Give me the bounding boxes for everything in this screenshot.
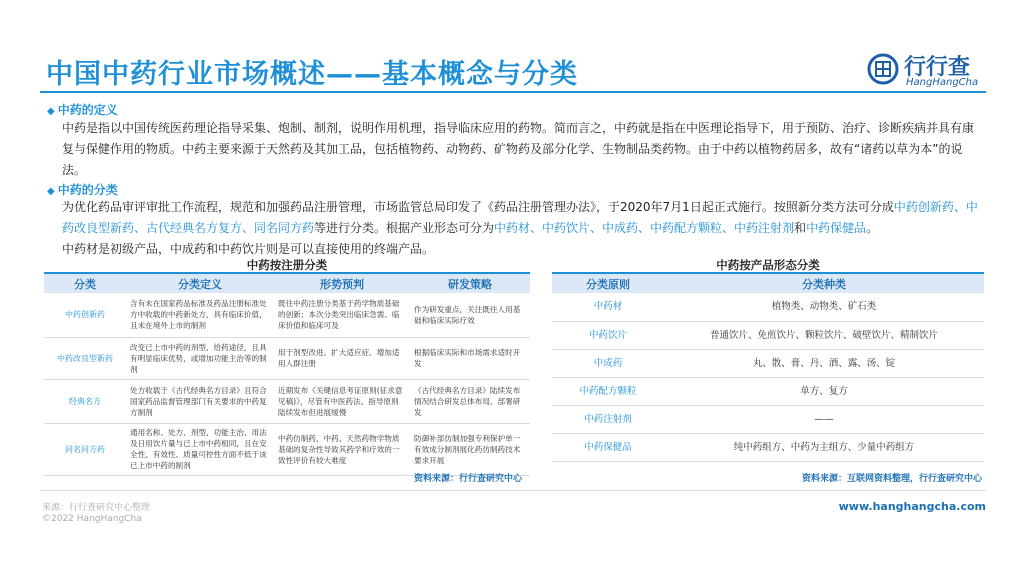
table-cell-category: 中药配方颗粒 (552, 377, 664, 405)
table1-source: 资料来源：行行查研究中心 (413, 474, 522, 484)
table-cell: 近期发布《关键信息考证原则(征求意见稿)》，尽管有中医药法、指导原则陆续发布但进展缓慢 (274, 379, 410, 423)
footer-source-note: 来源：行行查研究中心整理 (42, 503, 151, 513)
hanghangcha-logo-icon (866, 52, 900, 86)
classification-heading: ◆ 中药的分类 (47, 183, 118, 197)
table-cell: 既往中药注册分类基于药学物质基础的创新；本次分类突出临床急需、临床价值和临床可及 (274, 293, 410, 337)
registration-table (44, 272, 530, 476)
table2-source: 资料来源：互联网资料整理，行行查研究中心 (801, 474, 982, 484)
table-cell: 丸、散、膏、丹、酒、露、汤、锭 (664, 349, 984, 377)
diamond-bullet-icon: ◆ (47, 106, 55, 117)
table-cell: 单方、复方 (664, 377, 984, 405)
product-forms-highlight: 中药材、中药饮片、中成药、中药配方颗粒、中药注射剂 (494, 221, 795, 235)
table-cell-category: 中药饮片 (552, 321, 664, 349)
table-cell-category: 中药材 (552, 293, 664, 321)
table-cell-category: 中药保健品 (552, 433, 664, 461)
title-divider (40, 91, 986, 93)
table-header-row (44, 273, 530, 293)
table1-title: 中药按注册分类 (246, 258, 328, 272)
product-form-table (552, 272, 984, 462)
table-cell: 《古代经典名方目录》陆续发布情况结合研发总体布局，部署研发 (410, 379, 530, 423)
definition-text: 中药是指以中国传统医药理论指导采集、炮制、制剂，说明作用机理，指导临床应用的药物。简而言之，中药就是指在中医理论指导下，用于预防、治疗、诊断疾病并具有康复与保健作用的物质。中药主要来源于天然药及其加工品，包括植物药、动物药、矿物药及部分化学、生物制品类药物。由于中药以植物药居多，故有“诸药以草为本”的说法。 (62, 121, 975, 177)
table-cell: 用于剂型改进、扩大适应症、增加适用人群注册 (274, 337, 410, 379)
table-cell: 防御补部仿制加强专利保护单一有效成分制剂展化药仿制药技术要求开展 (410, 423, 530, 475)
definition-heading: ◆ 中药的定义 (47, 103, 118, 117)
table-header-cell: 分类原则 (552, 273, 664, 293)
table-row (44, 423, 530, 475)
table-cell-category: 同名同方药 (44, 423, 126, 475)
table-cell: 中药仿制药，中药、天然药物学物质基础的复杂性导致其药学和疗效的一致性评价有较大难度 (274, 423, 410, 475)
table-cell: 作为研发重点，关注既往人用基础和临床实际疗效 (410, 293, 530, 337)
logo-text-en: HangHangCha (906, 77, 979, 88)
table-row (44, 379, 530, 423)
footer-copyright: ©2022 HangHangCha (42, 514, 142, 524)
table-header-cell: 分类种类 (664, 273, 984, 293)
table-row (552, 405, 984, 433)
table-cell: 含有未在国家药品标准及药品注册标准处方中收载的中药新处方，具有临床价值，且未在境外上市的制剂 (126, 293, 274, 337)
health-product-highlight: 中药保健品 (806, 221, 867, 235)
table-row (552, 293, 984, 321)
table-cell-category: 中药注射剂 (552, 405, 664, 433)
table-cell: —— (664, 405, 984, 433)
table-header-row (552, 273, 984, 293)
table-row (44, 337, 530, 379)
table2-title: 中药按产品形态分类 (716, 258, 820, 272)
table-cell-category: 中药改良型新药 (44, 337, 126, 379)
table-cell: 纯中药组方、中药为主组方、少量中药组方 (664, 433, 984, 461)
table-cell: 通用名称、处方、剂型、功能主治、用法及日用饮片量与已上市中药相同，且在安全性、有效性、质量可控性方面不低于该已上市中药的制剂 (126, 423, 274, 475)
table-row (552, 349, 984, 377)
table-header-cell: 分类 (44, 273, 126, 293)
table-header-cell: 形势预判 (274, 273, 410, 293)
registration-categories-highlight: 中药创新药、中药改良型新药、古代经典名方复方、同名同方药 (62, 200, 978, 235)
table-cell: 植物类、动物类、矿石类 (664, 293, 984, 321)
table-cell: 改变已上市中药的剂型、给药途径，且具有明显临床优势，或增加功能主治等的制剂 (126, 337, 274, 379)
table-cell-category: 经典名方 (44, 379, 126, 423)
table-row (552, 433, 984, 461)
table-cell: 普通饮片、免煎饮片、颗粒饮片、破壁饮片、精制饮片 (664, 321, 984, 349)
table-cell-category: 中成药 (552, 349, 664, 377)
diamond-bullet-icon: ◆ (47, 186, 55, 197)
page-title: 中国中药行业市场概述——基本概念与分类 (46, 59, 578, 90)
footer-website-link[interactable]: www.hanghangcha.com (838, 500, 986, 513)
footer-divider (40, 490, 986, 491)
logo-text-cn: 行行查 (904, 55, 971, 80)
table-cell: 处方收载于《古代经典名方目录》且符合国家药品监督管理部门有关要求的中药复方制剂 (126, 379, 274, 423)
table-cell-category: 中药创新药 (44, 293, 126, 337)
table-cell: 根据临床实际和市场需求适时开发 (410, 337, 530, 379)
classification-text: 为优化药品审评审批工作流程，规范和加强药品注册管理，市场监管总局印发了《药品注册管理办法》，于2020年7月1日起正式施行。按照新分类方法可分成中药创新药、中药改良型新药、古代经典名方复方、同名同方药等进行分类。根据产业形态可分为中药材、中药饮片、中成药、中药配方颗粒、中药注射剂和中药保健品。 中药材是初级产品，中成药和中药饮片则是可以直接使用的终端产品。 (62, 200, 978, 256)
table-row (552, 321, 984, 349)
table-header-cell: 分类定义 (126, 273, 274, 293)
table-header-cell: 研发策略 (410, 273, 530, 293)
table-row (552, 377, 984, 405)
brand-logo (866, 50, 986, 92)
table-row (44, 293, 530, 337)
